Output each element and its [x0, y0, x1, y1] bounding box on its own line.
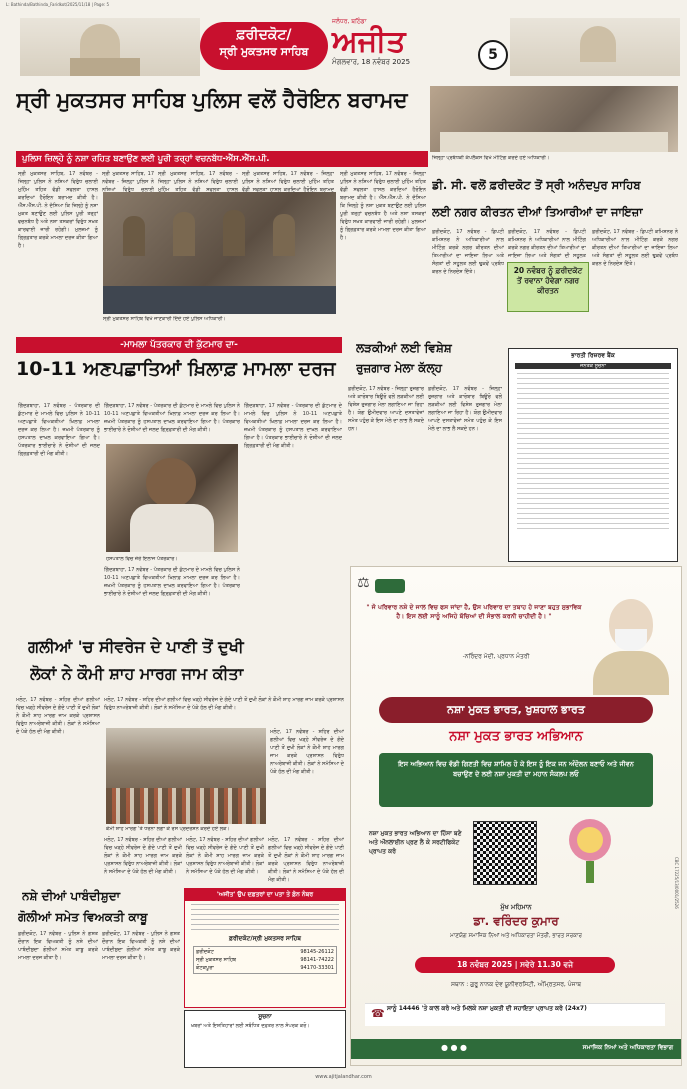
contact-box-subtitle: ਫ਼ਰੀਦਕੋਟ/ਸ੍ਰੀ ਮੁਕਤਸਰ ਸਾਹਿਬ — [229, 935, 301, 942]
story3-headline: 10-11 ਅਣਪਛਾਤਿਆਂ ਖ਼ਿਲਾਫ਼ ਮਾਮਲਾ ਦਰਜ — [16, 358, 336, 380]
notice-box-title: ਸੂਚਨਾ — [258, 1013, 272, 1020]
campaign-message-box — [379, 753, 653, 807]
story3-body-col1: ਗਿੱਦੜਬਾਹਾ, 17 ਨਵੰਬਰ - ਪੱਤਰਕਾਰ ਦੀ ਕੁੱਟਮਾਰ ਦੇ ਮਾਮਲੇ ਵਿਚ ਪੁਲਿਸ ਨੇ 10-11 ਅਣਪਛਾਤੇ ਵਿਅਕਤੀਆਂ ਖ਼ਿਲਾਫ਼ ਮਾਮਲਾ ਦਰਜ ਕਰ ਲਿਆ ਹੈ। ਜ਼ਖ਼ਮੀ ਪੱਤਰਕਾਰ ਨੂੰ ਹਸਪਤਾਲ ਦਾਖ਼ਲ ਕਰਵਾਇਆ ਗਿਆ ਹੈ। ਪੱਤਰਕਾਰ ਭਾਈਚਾਰੇ ਨੇ ਦੋਸ਼ੀਆਂ ਦੀ ਜਲਦ ਗ੍ਰਿਫ਼ਤਾਰੀ ਦੀ ਮੰਗ ਕੀਤੀ। — [18, 403, 100, 457]
contact-box — [184, 888, 346, 1008]
helpline-text: ਸਾਨੂੰ 14446 'ਤੇ ਕਾਲ ਕਰੋ ਅਤੇ ਮਿਲਕੇ ਨਸ਼ਾ ਮੁਕਤੀ ਦੀ ਸਹਾਇਤਾ ਪ੍ਰਾਪਤ ਕਰੋ (24x7) — [387, 1005, 587, 1012]
story4-headline2: ਰੁਜ਼ਗਾਰ ਮੇਲਾ ਕੱਲ੍ਹ — [356, 361, 442, 375]
story1-caption: ਸ੍ਰੀ ਮੁਕਤਸਰ ਸਾਹਿਬ ਵਿਖੇ ਜਾਣਕਾਰੀ ਦਿੰਦੇ ਹੋਏ ਪੁਲਿਸ ਅਧਿਕਾਰੀ। — [103, 316, 226, 322]
page-number: 5 — [488, 47, 498, 63]
story2-body-col3: ਫ਼ਰੀਦਕੋਟ, 17 ਨਵੰਬਰ - ਡਿਪਟੀ ਕਮਿਸ਼ਨਰ ਨੇ ਅਧਿਕਾਰੀਆਂ ਨਾਲ ਮੀਟਿੰਗ ਕਰਕੇ ਨਗਰ ਕੀਰਤਨ ਦੀਆਂ ਤਿਆਰੀਆਂ ਦਾ ਜਾਇਜ਼ਾ ਲਿਆ ਅਤੇ ਸੰਗਤਾਂ ਦੀ ਸਹੂਲਤ ਲਈ ਢੁਕਵੇਂ ਪ੍ਰਬੰਧ ਕਰਨ ਦੇ ਨਿਰਦੇਸ਼ ਦਿੱਤੇ। — [592, 229, 678, 267]
story1-subhead: ਪੁਲਿਸ ਜ਼ਿਲ੍ਹੇ ਨੂੰ ਨਸ਼ਾ ਰਹਿਤ ਬਣਾਉਣ ਲਈ ਪੂਰੀ ਤਰ੍ਹਾਂ ਵਚਨਬੱਧ-ਐੱਸ.ਐੱਸ.ਪੀ. — [22, 154, 270, 164]
story3-body-col2b: ਗਿੱਦੜਬਾਹਾ, 17 ਨਵੰਬਰ - ਪੱਤਰਕਾਰ ਦੀ ਕੁੱਟਮਾਰ ਦੇ ਮਾਮਲੇ ਵਿਚ ਪੁਲਿਸ ਨੇ 10-11 ਅਣਪਛਾਤੇ ਵਿਅਕਤੀਆਂ ਖ਼ਿਲਾਫ਼ ਮਾਮਲਾ ਦਰਜ ਕਰ ਲਿਆ ਹੈ। ਜ਼ਖ਼ਮੀ ਪੱਤਰਕਾਰ ਨੂੰ ਹਸਪਤਾਲ ਦਾਖ਼ਲ ਕਰਵਾਇਆ ਗਿਆ ਹੈ। ਪੱਤਰਕਾਰ ਭਾਈਚਾਰੇ ਨੇ ਦੋਸ਼ੀਆਂ ਦੀ ਜਲਦ ਗ੍ਰਿਫ਼ਤਾਰੀ ਦੀ ਮੰਗ ਕੀਤੀ। — [104, 567, 240, 597]
brand-block — [332, 18, 476, 76]
brand-small: ਜਲੰਧਰ, ਬਠਿੰਡਾ — [332, 18, 367, 25]
chief-guest-role: ਮਾਣਯੋਗ ਸਮਾਜਿਕ ਨਿਆਂ ਅਤੇ ਅਧਿਕਾਰਤਾ ਮੰਤਰੀ, ਭਾਰਤ ਸਰਕਾਰ — [450, 933, 582, 939]
ad-quote-author: -ਨਰਿੰਦਰ ਮੋਦੀ, ਪ੍ਰਧਾਨ ਮੰਤਰੀ — [462, 653, 530, 660]
meeting-photo — [430, 86, 678, 152]
story6-headline2: ਗੋਲੀਆਂ ਸਮੇਤ ਵਿਅਕਤੀ ਕਾਬੂ — [18, 910, 148, 924]
edition-line2: ਸ੍ਰੀ ਮੁਕਤਸਰ ਸਾਹਿਬ — [219, 45, 309, 58]
contact-row — [196, 965, 334, 971]
injured-journalist-photo — [106, 444, 238, 552]
rbi-notice-sub: ਜਨਤਕ ਸੂਚਨਾ — [515, 363, 671, 369]
story2-callout — [507, 262, 589, 312]
contact-row-name: ਕੋਟਕਪੂਰਾ — [196, 965, 214, 971]
social-icons: ● ● ● — [441, 1043, 468, 1052]
qr-code — [473, 821, 537, 885]
notice-box — [184, 1010, 346, 1068]
mascot-illustration — [555, 817, 625, 889]
gurdwara-illustration-right — [510, 18, 680, 76]
ministry-name: ਸਮਾਜਿਕ ਨਿਆਂ ਅਤੇ ਅਧਿਕਾਰਤਾ ਵਿਭਾਗ — [582, 1044, 673, 1051]
story1-body-col2: ਸ੍ਰੀ ਮੁਕਤਸਰ ਸਾਹਿਬ, 17 ਨਵੰਬਰ - ਜ਼ਿਲ੍ਹਾ ਪੁਲਿਸ ਨੇ ਨਸ਼ਿਆਂ ਵਿਰੁੱਧ ਚਲਾਈ — [102, 171, 154, 192]
phone-icon: ☎ — [371, 1007, 385, 1020]
contact-row — [196, 957, 334, 963]
story3-banner-text: -ਮਾਮਲਾ ਪੱਤਰਕਾਰ ਦੀ ਕੁੱਟਮਾਰ ਦਾ- — [120, 340, 238, 350]
police-press-photo — [103, 192, 336, 314]
story3-body-col3: ਗਿੱਦੜਬਾਹਾ, 17 ਨਵੰਬਰ - ਪੱਤਰਕਾਰ ਦੀ ਕੁੱਟਮਾਰ ਦੇ ਮਾਮਲੇ ਵਿਚ ਪੁਲਿਸ ਨੇ 10-11 ਅਣਪਛਾਤੇ ਵਿਅਕਤੀਆਂ ਖ਼ਿਲਾਫ਼ ਮਾਮਲਾ ਦਰਜ ਕਰ ਲਿਆ ਹੈ। ਜ਼ਖ਼ਮੀ ਪੱਤਰਕਾਰ ਨੂੰ ਹਸਪਤਾਲ ਦਾਖ਼ਲ ਕਰਵਾਇਆ ਗਿਆ ਹੈ। ਪੱਤਰਕਾਰ ਭਾਈਚਾਰੇ ਨੇ ਦੋਸ਼ੀਆਂ ਦੀ ਜਲਦ ਗ੍ਰਿਫ਼ਤਾਰੀ ਦੀ ਮੰਗ ਕੀਤੀ। — [244, 403, 342, 449]
ministry-footer — [351, 1039, 681, 1059]
story6-headline: ਨਸ਼ੇ ਦੀਆਂ ਪਾਬੰਦੀਸ਼ੁਦਾ — [22, 889, 121, 903]
story2-headline2: ਲਈ ਨਗਰ ਕੀਰਤਨ ਦੀਆਂ ਤਿਆਰੀਆਂ ਦਾ ਜਾਇਜ਼ਾ — [432, 205, 643, 219]
story4-body-col2: ਫ਼ਰੀਦਕੋਟ, 17 ਨਵੰਬਰ - ਜ਼ਿਲ੍ਹਾ ਰੁਜ਼ਗਾਰ ਅਤੇ ਕਾਰੋਬਾਰ ਬਿਊਰੋ ਵਲੋਂ ਲੜਕੀਆਂ ਲਈ ਵਿਸ਼ੇਸ਼ ਰੁਜ਼ਗਾਰ ਮੇਲਾ ਲਗਾਇਆ ਜਾ ਰਿਹਾ ਹੈ। ਯੋਗ ਉਮੀਦਵਾਰ ਆਪਣੇ ਦਸਤਾਵੇਜ਼ਾਂ ਸਮੇਤ ਪਹੁੰਚ ਕੇ ਇਸ ਮੇਲੇ ਦਾ ਲਾਭ ਲੈ ਸਕਦੇ ਹਨ। — [428, 386, 502, 432]
gurdwara-illustration-left — [20, 18, 200, 76]
story5-caption: ਕੌਮੀ ਸ਼ਾਹ ਮਾਰਗ 'ਤੇ ਧਰਨਾ ਲਗਾ ਕੇ ਰੋਸ ਪ੍ਰਦਰਸ਼ਨ ਕਰਦੇ ਹੋਏ ਲੋਕ। — [106, 826, 230, 832]
notice-box-body: ਖ਼ਬਰਾਂ ਅਤੇ ਇਸ਼ਤਿਹਾਰਾਂ ਲਈ ਸਬੰਧਿਤ ਦਫ਼ਤਰ ਨਾਲ ਸੰਪਰਕ ਕਰੋ। — [191, 1023, 310, 1029]
campaign-title: ਨਸ਼ਾ ਮੁਕਤ ਭਾਰਤ ਅਭਿਆਨ — [449, 729, 583, 744]
event-date-bar — [415, 957, 615, 973]
story1-body-col5: ਸ੍ਰੀ ਮੁਕਤਸਰ ਸਾਹਿਬ, 17 ਨਵੰਬਰ - ਜ਼ਿਲ੍ਹਾ ਪੁਲਿਸ ਨੇ ਨਸ਼ਿਆਂ ਵਿਰੁੱਧ ਚਲਾਈ ਮੁਹਿੰਮ ਤਹਿਤ ਵੱਡੀ ਸਫਲਤਾ ਹਾਸਲ ਕਰਦਿਆਂ ਹੈਰੋਇਨ ਬਰਾਮਦ ਕੀਤੀ ਹੈ। ਐੱਸ.ਐੱਸ.ਪੀ. ਨੇ ਦੱਸਿਆ ਕਿ ਜ਼ਿਲ੍ਹੇ ਨੂੰ ਨਸ਼ਾ ਮੁਕਤ ਬਣਾਉਣ ਲਈ ਪੁਲਿਸ ਪੂਰੀ ਤਰ੍ਹਾਂ ਵਚਨਬੱਧ ਹੈ ਅਤੇ ਨਸ਼ਾ ਤਸਕਰਾਂ ਵਿਰੁੱਧ ਸਖ਼ਤ ਕਾਰਵਾਈ ਜਾਰੀ ਰਹੇਗੀ। ਮੁਲਜ਼ਮਾਂ ਨੂੰ ਗ੍ਰਿਫ਼ਤਾਰ ਕਰਕੇ ਮਾਮਲਾ ਦਰਜ ਕੀਤਾ ਗਿਆ ਹੈ। — [340, 171, 426, 241]
story6-body-col2: ਫ਼ਰੀਦਕੋਟ, 17 ਨਵੰਬਰ - ਪੁਲਿਸ ਨੇ ਗਸ਼ਤ ਦੌਰਾਨ ਇਕ ਵਿਅਕਤੀ ਨੂੰ ਨਸ਼ੇ ਦੀਆਂ ਪਾਬੰਦੀਸ਼ੁਦਾ ਗੋਲੀਆਂ ਸਮੇਤ ਕਾਬੂ ਕਰਕੇ ਮਾਮਲਾ ਦਰਜ ਕੀਤਾ ਹੈ। — [102, 931, 180, 961]
story3-body-col2: ਗਿੱਦੜਬਾਹਾ, 17 ਨਵੰਬਰ - ਪੱਤਰਕਾਰ ਦੀ ਕੁੱਟਮਾਰ ਦੇ ਮਾਮਲੇ ਵਿਚ ਪੁਲਿਸ ਨੇ 10-11 ਅਣਪਛਾਤੇ ਵਿਅਕਤੀਆਂ ਖ਼ਿਲਾਫ਼ ਮਾਮਲਾ ਦਰਜ ਕਰ ਲਿਆ ਹੈ। ਜ਼ਖ਼ਮੀ ਪੱਤਰਕਾਰ ਨੂੰ ਹਸਪਤਾਲ ਦਾਖ਼ਲ ਕਰਵਾਇਆ ਗਿਆ ਹੈ। ਪੱਤਰਕਾਰ ਭਾਈਚਾਰੇ ਨੇ ਦੋਸ਼ੀਆਂ ਦੀ ਜਲਦ ਗ੍ਰਿਫ਼ਤਾਰੀ ਦੀ ਮੰਗ ਕੀਤੀ। — [104, 403, 240, 433]
story2-body-col1: ਫ਼ਰੀਦਕੋਟ, 17 ਨਵੰਬਰ - ਡਿਪਟੀ ਕਮਿਸ਼ਨਰ ਨੇ ਅਧਿਕਾਰੀਆਂ ਨਾਲ ਮੀਟਿੰਗ ਕਰਕੇ ਨਗਰ ਕੀਰਤਨ ਦੀਆਂ ਤਿਆਰੀਆਂ ਦਾ ਜਾਇਜ਼ਾ ਲਿਆ ਅਤੇ ਸੰਗਤਾਂ ਦੀ ਸਹੂਲਤ ਲਈ ਢੁਕਵੇਂ ਪ੍ਰਬੰਧ ਕਰਨ ਦੇ ਨਿਰਦੇਸ਼ ਦਿੱਤੇ। — [432, 229, 504, 275]
rbi-notice-title: ਭਾਰਤੀ ਰਿਜ਼ਰਵ ਬੈਂਕ — [571, 352, 615, 359]
story1-subhead-band — [16, 151, 428, 167]
story2-caption: ਜ਼ਿਲ੍ਹਾ ਪ੍ਰਬੰਧਕੀ ਕੰਪਲੈਕਸ ਵਿਖੇ ਮੀਟਿੰਗ ਕਰਦੇ ਹੋਏ ਅਧਿਕਾਰੀ। — [432, 155, 550, 161]
print-strip-text: L: Bathinda/Bathinda_Faridkot/2025/11/18 | Page: 5 — [6, 2, 110, 7]
story5-body-col5: ਮਲੋਟ, 17 ਨਵੰਬਰ - ਸ਼ਹਿਰ ਦੀਆਂ ਗਲੀਆਂ ਵਿਚ ਖੜ੍ਹੇ ਸੀਵਰੇਜ ਦੇ ਗੰਦੇ ਪਾਣੀ ਤੋਂ ਦੁਖੀ ਲੋਕਾਂ ਨੇ ਕੌਮੀ ਸ਼ਾਹ ਮਾਰਗ ਜਾਮ ਕਰਕੇ ਪ੍ਰਸ਼ਾਸਨ ਵਿਰੁੱਧ ਨਾਅਰੇਬਾਜ਼ੀ ਕੀਤੀ। ਲੋਕਾਂ ਨੇ ਸਮੱਸਿਆ ਦੇ ਪੱਕੇ ਹੱਲ ਦੀ ਮੰਗ ਕੀਤੀ। — [186, 837, 264, 875]
contact-row-name: ਫ਼ਰੀਦਕੋਟ — [196, 949, 214, 955]
slogan-pill — [379, 697, 653, 723]
protest-photo — [106, 728, 266, 824]
contact-box-title: 'ਅਜੀਤ' ਉਪ ਦਫ਼ਤਰਾਂ ਦਾ ਪਤਾ ਤੇ ਫ਼ੋਨ ਨੰਬਰ — [185, 889, 345, 901]
qr-text: ਨਸ਼ਾ ਮੁਕਤ ਭਾਰਤ ਅਭਿਆਨ ਦਾ ਹਿੱਸਾ ਬਣੋ ਅਤੇ ਔਨਲਾਈਨ ਪ੍ਰਣ ਲੈ ਕੇ ਸਰਟੀਫਿਕੇਟ ਪ੍ਰਾਪਤ ਕਰੋ — [369, 830, 462, 855]
story5-body-col3: ਮਲੋਟ, 17 ਨਵੰਬਰ - ਸ਼ਹਿਰ ਦੀਆਂ ਗਲੀਆਂ ਵਿਚ ਖੜ੍ਹੇ ਸੀਵਰੇਜ ਦੇ ਗੰਦੇ ਪਾਣੀ ਤੋਂ ਦੁਖੀ ਲੋਕਾਂ ਨੇ ਕੌਮੀ ਸ਼ਾਹ ਮਾਰਗ ਜਾਮ ਕਰਕੇ ਪ੍ਰਸ਼ਾਸਨ ਵਿਰੁੱਧ ਨਾਅਰੇਬਾਜ਼ੀ ਕੀਤੀ। ਲੋਕਾਂ ਨੇ ਸਮੱਸਿਆ ਦੇ ਪੱਕੇ ਹੱਲ ਦੀ ਮੰਗ ਕੀਤੀ। — [270, 729, 344, 775]
chief-guest-name: ਡਾ. ਵਰਿੰਦਰ ਕੁਮਾਰ — [473, 914, 559, 928]
story1-headline: ਸ੍ਰੀ ਮੁਕਤਸਰ ਸਾਹਿਬ ਪੁਲਿਸ ਵਲੋਂ ਹੈਰੋਇਨ ਬਰਾਮਦ — [16, 88, 408, 112]
contact-row-phone: 98141-74222 — [300, 957, 334, 963]
ad-quote: " ਜੋ ਪਰਿਵਾਰ ਨਸ਼ੇ ਦੇ ਜਾਲ ਵਿਚ ਫਸ ਜਾਂਦਾ ਹੈ, ਉਸ ਪਰਿਵਾਰ ਦਾ ਤਬਾਹ ਹੋ ਜਾਣਾ ਬਹੁਤ ਸੁਭਾਵਿਕ ਹੈ। ਇਸ ਲਈ ਸਾਨੂੰ ਅਜਿਹੇ ਬੱਚਿਆਂ ਦੀ ਸੰਭਾਲ ਕਰਨੀ ਚਾਹੀਦੀ ਹੈ। " — [366, 604, 582, 620]
story3-caption: ਹਸਪਤਾਲ ਵਿਚ ਜ਼ੇਰੇ ਇਲਾਜ ਪੱਤਰਕਾਰ। — [106, 556, 178, 562]
event-venue: ਸਥਾਨ : ਗੁਰੂ ਨਾਨਕ ਦੇਵ ਯੂਨੀਵਰਸਿਟੀ, ਅੰਮ੍ਰਿਤਸਰ, ਪੰਜਾਬ — [451, 981, 581, 988]
story2-body-col2: ਫ਼ਰੀਦਕੋਟ, 17 ਨਵੰਬਰ - ਡਿਪਟੀ ਕਮਿਸ਼ਨਰ ਨੇ ਅਧਿਕਾਰੀਆਂ ਨਾਲ ਮੀਟਿੰਗ ਕਰਕੇ ਨਗਰ ਕੀਰਤਨ ਦੀਆਂ ਤਿਆਰੀਆਂ ਦਾ ਜਾਇਜ਼ਾ ਲਿਆ ਅਤੇ ਸੰਗਤਾਂ ਦੀ ਸਹੂਲਤ — [508, 229, 586, 259]
campaign-message: ਇਸ ਅਭਿਆਨ ਵਿਚ ਵੱਡੀ ਗਿਣਤੀ ਵਿਚ ਸ਼ਾਮਿਲ ਹੋ ਕੇ ਇਸ ਨੂੰ ਇਕ ਜਨ ਅੰਦੋਲਨ ਬਣਾਓ ਅਤੇ ਜੀਵਨ ਬਚਾਉਣ ਦੇ ਲਈ ਨਸ਼ਾ ਮੁਕਤੀ ਦਾ ਮਹਾਨ ਸੰਕਲਪ ਲਓ — [398, 760, 634, 778]
issue-date: ਮੰਗਲਵਾਰ, 18 ਨਵੰਬਰ 2025 — [332, 58, 411, 66]
footer-text: www.ajitjalandhar.com — [315, 1074, 372, 1080]
modi-portrait — [587, 595, 673, 695]
story2-headline: ਡੀ. ਸੀ. ਵਲੋਂ ਫ਼ਰੀਦਕੋਟ ਤੋਂ ਸ੍ਰੀ ਅਨੰਦਪੁਰ ਸਾਹਿਬ — [432, 178, 641, 192]
edition-line1: ਫ਼ਰੀਦਕੋਟ/ — [236, 27, 292, 43]
edition-pill — [200, 22, 328, 70]
story5-body-col1: ਮਲੋਟ, 17 ਨਵੰਬਰ - ਸ਼ਹਿਰ ਦੀਆਂ ਗਲੀਆਂ ਵਿਚ ਖੜ੍ਹੇ ਸੀਵਰੇਜ ਦੇ ਗੰਦੇ ਪਾਣੀ ਤੋਂ ਦੁਖੀ ਲੋਕਾਂ ਨੇ ਕੌਮੀ ਸ਼ਾਹ ਮਾਰਗ ਜਾਮ ਕਰਕੇ ਪ੍ਰਸ਼ਾਸਨ ਵਿਰੁੱਧ ਨਾਅਰੇਬਾਜ਼ੀ ਕੀਤੀ। ਲੋਕਾਂ ਨੇ ਸਮੱਸਿਆ ਦੇ ਪੱਕੇ ਹੱਲ ਦੀ ਮੰਗ ਕੀਤੀ। — [16, 697, 100, 735]
contact-row-name: ਸ੍ਰੀ ਮੁਕਤਸਰ ਸਾਹਿਬ — [196, 957, 237, 963]
page-number-badge — [478, 40, 508, 70]
story2-callout-text: 20 ਨਵੰਬਰ ਨੂੰ ਫ਼ਰੀਦਕੋਟ ਤੋਂ ਰਵਾਨਾ ਹੋਵੇਗਾ ਨਗਰ ਕੀਰਤਨ — [513, 266, 583, 295]
story6-body-col1: ਫ਼ਰੀਦਕੋਟ, 17 ਨਵੰਬਰ - ਪੁਲਿਸ ਨੇ ਗਸ਼ਤ ਦੌਰਾਨ ਇਕ ਵਿਅਕਤੀ ਨੂੰ ਨਸ਼ੇ ਦੀਆਂ ਪਾਬੰਦੀਸ਼ੁਦਾ ਗੋਲੀਆਂ ਸਮੇਤ ਕਾਬੂ ਕਰਕੇ ਮਾਮਲਾ ਦਰਜ ਕੀਤਾ ਹੈ। — [18, 931, 98, 961]
story5-body-col4: ਮਲੋਟ, 17 ਨਵੰਬਰ - ਸ਼ਹਿਰ ਦੀਆਂ ਗਲੀਆਂ ਵਿਚ ਖੜ੍ਹੇ ਸੀਵਰੇਜ ਦੇ ਗੰਦੇ ਪਾਣੀ ਤੋਂ ਦੁਖੀ ਲੋਕਾਂ ਨੇ ਕੌਮੀ ਸ਼ਾਹ ਮਾਰਗ ਜਾਮ ਕਰਕੇ ਪ੍ਰਸ਼ਾਸਨ ਵਿਰੁੱਧ ਨਾਅਰੇਬਾਜ਼ੀ ਕੀਤੀ। ਲੋਕਾਂ ਨੇ ਸਮੱਸਿਆ ਦੇ ਪੱਕੇ ਹੱਲ ਦੀ ਮੰਗ ਕੀਤੀ। — [104, 837, 182, 875]
ministry-emblem: ⚖ — [357, 575, 407, 597]
chief-guest-label: ਮੁੱਖ ਮਹਿਮਾਨ — [500, 903, 532, 911]
story1-body-col3: ਸ੍ਰੀ ਮੁਕਤਸਰ ਸਾਹਿਬ, 17 ਨਵੰਬਰ - ਜ਼ਿਲ੍ਹਾ ਪੁਲਿਸ ਨੇ ਨਸ਼ਿਆਂ ਵਿਰੁੱਧ ਚਲਾਈ ਮੁਹਿੰਮ ਤਹਿਤ ਵੱਡੀ ਸਫਲਤਾ ਹਾਸਲ — [158, 171, 238, 192]
page-footer — [0, 1070, 687, 1084]
print-strip — [0, 0, 687, 10]
ad-side-code: CBC 17225/13/0001/2526 — [674, 857, 679, 909]
story1-body-col1: ਸ੍ਰੀ ਮੁਕਤਸਰ ਸਾਹਿਬ, 17 ਨਵੰਬਰ - ਜ਼ਿਲ੍ਹਾ ਪੁਲਿਸ ਨੇ ਨਸ਼ਿਆਂ ਵਿਰੁੱਧ ਚਲਾਈ ਮੁਹਿੰਮ ਤਹਿਤ ਵੱਡੀ ਸਫਲਤਾ ਹਾਸਲ ਕਰਦਿਆਂ ਹੈਰੋਇਨ ਬਰਾਮਦ ਕੀਤੀ ਹੈ। ਐੱਸ.ਐੱਸ.ਪੀ. ਨੇ ਦੱਸਿਆ ਕਿ ਜ਼ਿਲ੍ਹੇ ਨੂੰ ਨਸ਼ਾ ਮੁਕਤ ਬਣਾਉਣ ਲਈ ਪੁਲਿਸ ਪੂਰੀ ਤਰ੍ਹਾਂ ਵਚਨਬੱਧ ਹੈ ਅਤੇ ਨਸ਼ਾ ਤਸਕਰਾਂ ਵਿਰੁੱਧ ਸਖ਼ਤ ਕਾਰਵਾਈ ਜਾਰੀ ਰਹੇਗੀ। ਮੁਲਜ਼ਮਾਂ ਨੂੰ ਗ੍ਰਿਫ਼ਤਾਰ ਕਰਕੇ ਮਾਮਲਾ ਦਰਜ ਕੀਤਾ ਗਿਆ ਹੈ। — [18, 171, 98, 249]
story5-body-col2: ਮਲੋਟ, 17 ਨਵੰਬਰ - ਸ਼ਹਿਰ ਦੀਆਂ ਗਲੀਆਂ ਵਿਚ ਖੜ੍ਹੇ ਸੀਵਰੇਜ ਦੇ ਗੰਦੇ ਪਾਣੀ ਤੋਂ ਦੁਖੀ ਲੋਕਾਂ ਨੇ ਕੌਮੀ ਸ਼ਾਹ ਮਾਰਗ ਜਾਮ ਕਰਕੇ ਪ੍ਰਸ਼ਾਸਨ ਵਿਰੁੱਧ ਨਾਅਰੇਬਾਜ਼ੀ ਕੀਤੀ। ਲੋਕਾਂ ਨੇ ਸਮੱਸਿਆ ਦੇ ਪੱਕੇ ਹੱਲ ਦੀ ਮੰਗ ਕੀਤੀ। — [104, 697, 344, 711]
story4-headline: ਲੜਕੀਆਂ ਲਈ ਵਿਸ਼ੇਸ਼ — [356, 341, 452, 355]
contact-row — [196, 949, 334, 955]
event-date: 18 ਨਵੰਬਰ 2025 | ਸਵੇਰੇ 11.30 ਵਜੇ — [456, 960, 574, 969]
brand-logo: ਅਜੀਤ — [332, 24, 406, 59]
helpline — [365, 1003, 665, 1026]
contact-row-phone: 98145-26112 — [300, 949, 334, 955]
story1-body-col4: ਸ੍ਰੀ ਮੁਕਤਸਰ ਸਾਹਿਬ, 17 ਨਵੰਬਰ - ਜ਼ਿਲ੍ਹਾ ਪੁਲਿਸ ਨੇ ਨਸ਼ਿਆਂ ਵਿਰੁੱਧ ਚਲਾਈ ਮੁਹਿੰਮ ਤਹਿਤ ਵੱਡੀ ਸਫਲਤਾ ਹਾਸਲ ਕਰਦਿਆਂ ਹੈਰੋਇਨ ਬਰਾਮਦ — [242, 171, 334, 192]
masthead — [0, 12, 687, 82]
story3-banner — [16, 337, 342, 353]
rbi-notice-box — [508, 348, 678, 562]
advertisement — [350, 566, 682, 1066]
story5-headline2: ਲੋਕਾਂ ਨੇ ਕੌਮੀ ਸ਼ਾਹ ਮਾਰਗ ਜਾਮ ਕੀਤਾ — [30, 664, 244, 683]
story4-body-col1: ਫ਼ਰੀਦਕੋਟ, 17 ਨਵੰਬਰ - ਜ਼ਿਲ੍ਹਾ ਰੁਜ਼ਗਾਰ ਅਤੇ ਕਾਰੋਬਾਰ ਬਿਊਰੋ ਵਲੋਂ ਲੜਕੀਆਂ ਲਈ ਵਿਸ਼ੇਸ਼ ਰੁਜ਼ਗਾਰ ਮੇਲਾ ਲਗਾਇਆ ਜਾ ਰਿਹਾ ਹੈ। ਯੋਗ ਉਮੀਦਵਾਰ ਆਪਣੇ ਦਸਤਾਵੇਜ਼ਾਂ ਸਮੇਤ ਪਹੁੰਚ ਕੇ ਇਸ ਮੇਲੇ ਦਾ ਲਾਭ ਲੈ ਸਕਦੇ ਹਨ। — [348, 386, 424, 432]
slogan-pill-text: ਨਸ਼ਾ ਮੁਕਤ ਭਾਰਤ, ਖੁਸ਼ਹਾਲ ਭਾਰਤ — [447, 703, 585, 716]
contact-row-phone: 94170-33301 — [300, 965, 334, 971]
story5-headline: ਗਲੀਆਂ 'ਚ ਸੀਵਰੇਜ ਦੇ ਪਾਣੀ ਤੋਂ ਦੁਖੀ — [28, 637, 244, 656]
story5-body-col6: ਮਲੋਟ, 17 ਨਵੰਬਰ - ਸ਼ਹਿਰ ਦੀਆਂ ਗਲੀਆਂ ਵਿਚ ਖੜ੍ਹੇ ਸੀਵਰੇਜ ਦੇ ਗੰਦੇ ਪਾਣੀ ਤੋਂ ਦੁਖੀ ਲੋਕਾਂ ਨੇ ਕੌਮੀ ਸ਼ਾਹ ਮਾਰਗ ਜਾਮ ਕਰਕੇ ਪ੍ਰਸ਼ਾਸਨ ਵਿਰੁੱਧ ਨਾਅਰੇਬਾਜ਼ੀ ਕੀਤੀ। ਲੋਕਾਂ ਨੇ ਸਮੱਸਿਆ ਦੇ ਪੱਕੇ ਹੱਲ ਦੀ ਮੰਗ ਕੀਤੀ। — [268, 837, 344, 883]
